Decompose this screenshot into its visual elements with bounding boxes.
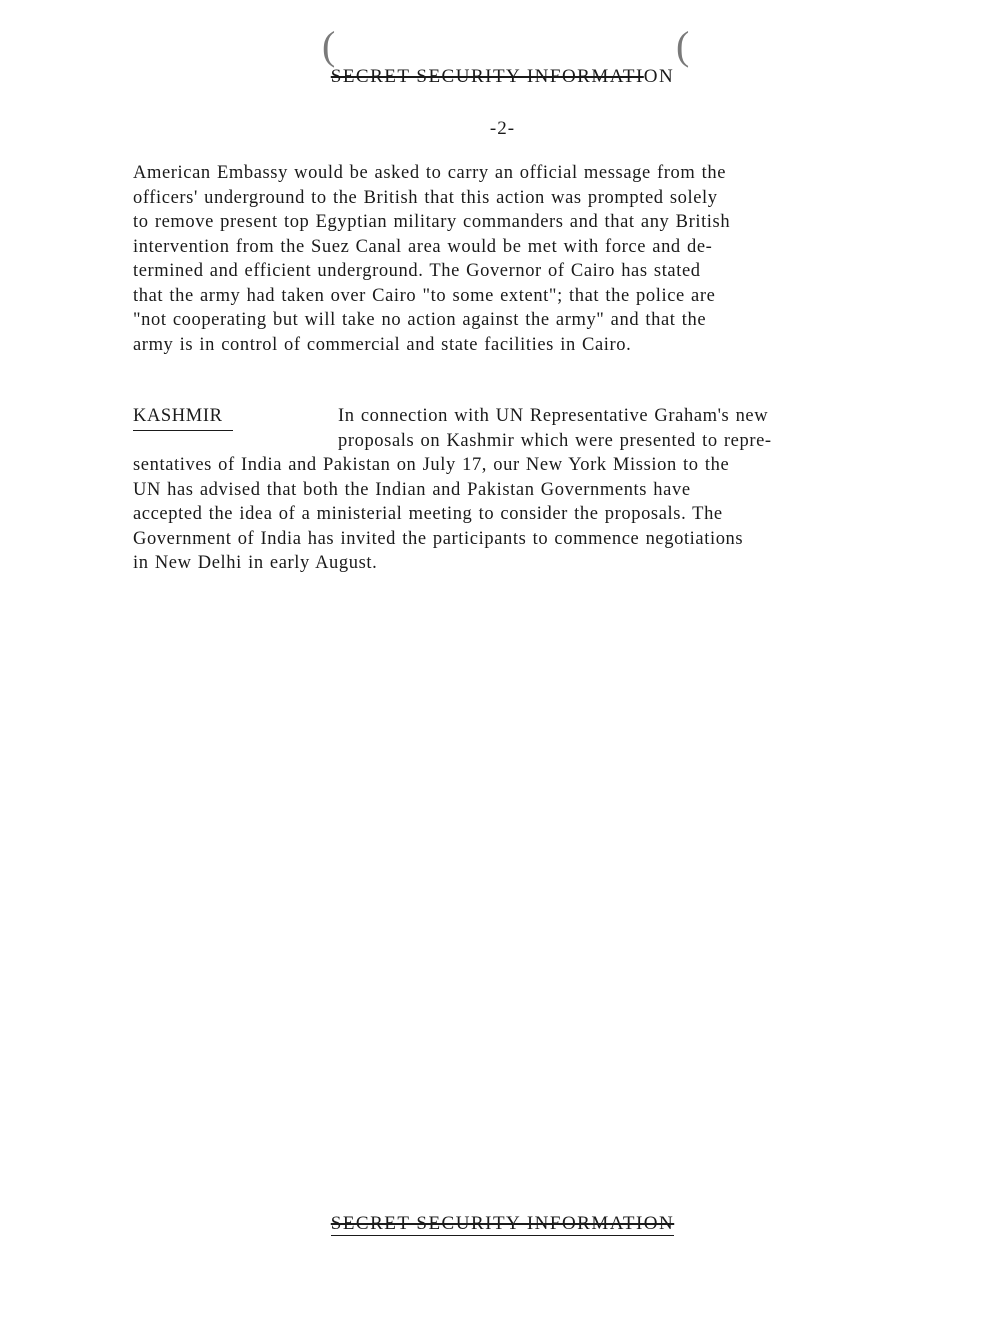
paragraph-line: to remove present top Egyptian military commanders and that any British xyxy=(133,212,731,232)
paragraph-line: intervention from the Suez Canal area would be met with force and de- xyxy=(133,236,713,257)
paragraph-line: that the army had taken over Cairo "to some extent"; that the police are xyxy=(133,285,716,306)
top-classification-tail-text: ON xyxy=(643,66,675,87)
right-parenthesis-mark: ( xyxy=(676,23,690,68)
paragraph-line: termined and efficient underground. The Governor of Cairo has stated xyxy=(133,261,701,281)
paragraph-line: In connection with UN Representative Graham's new xyxy=(338,406,769,426)
paragraph-line: UN has advised that both the Indian and Pakistan Governments have xyxy=(133,479,691,500)
kashmir-section-heading: KASHMIR xyxy=(133,406,223,426)
paragraph-line: "not cooperating but will take no action against the army" and that the xyxy=(133,310,707,330)
paragraph-line: sentatives of India and Pakistan on July 17, our New York Mission to the xyxy=(133,455,730,475)
paragraph-line: accepted the idea of a ministerial meeting to consider the proposals. The xyxy=(133,504,723,524)
bottom-classification-marking xyxy=(0,1213,1005,1235)
paragraph-line: proposals on Kashmir which were presented to repre- xyxy=(338,430,772,451)
paragraph-line: army is in control of commercial and state facilities in Cairo. xyxy=(133,334,632,355)
paragraph-line: American Embassy would be asked to carry an official message from the xyxy=(133,163,727,183)
paragraph-line: officers' underground to the British that this action was prompted solely xyxy=(133,187,718,208)
kashmir-paragraph xyxy=(133,404,933,576)
paragraph-line: in New Delhi in early August. xyxy=(133,553,378,573)
page-number: -2- xyxy=(489,118,516,139)
top-classification-struck-text: SECRET SECURITY INFORMATI xyxy=(330,66,644,87)
left-parenthesis-mark: ( xyxy=(322,23,336,68)
top-classification-marking xyxy=(0,66,1005,88)
egypt-paragraph xyxy=(133,161,933,357)
bottom-classification-struck-text: SECRET SECURITY INFORMATION xyxy=(330,1213,675,1234)
paragraph-line: Government of India has invited the participants to commence negotiations xyxy=(133,528,744,549)
